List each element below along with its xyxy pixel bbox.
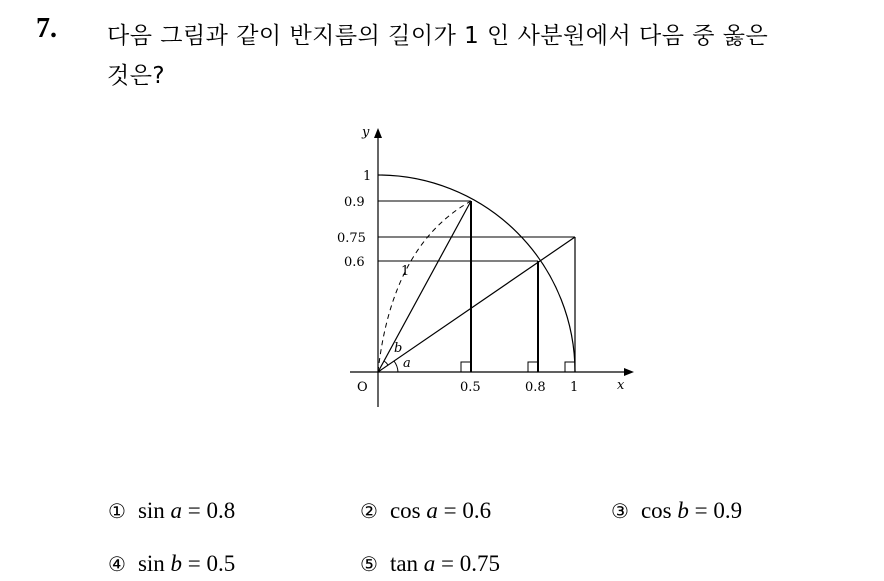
- choice-5-mark: ⑤: [360, 552, 378, 576]
- choice-3-mark: ③: [611, 499, 629, 523]
- choice-5-func: tan: [389, 551, 419, 576]
- choice-2[interactable]: [360, 498, 491, 524]
- choice-3-rhs: = 0.9: [694, 498, 743, 523]
- quarter-circle-figure: [320, 115, 640, 415]
- y-axis-arrow: [374, 128, 382, 138]
- choice-5-var: a: [423, 551, 436, 576]
- choice-1[interactable]: [108, 498, 235, 524]
- right-angle-mark-1: [565, 362, 575, 372]
- choice-4[interactable]: [108, 551, 235, 577]
- angle-label-a: a: [403, 356, 411, 371]
- choice-5-rhs: = 0.75: [441, 551, 501, 576]
- choice-3-func: cos: [640, 498, 672, 523]
- choice-2-var: a: [426, 498, 438, 523]
- x-tick-1: 1: [570, 380, 579, 395]
- choice-2-func: cos: [389, 498, 421, 523]
- x-axis-label: x: [617, 378, 625, 393]
- right-angle-mark-0.5: [461, 362, 471, 372]
- origin-label: O: [357, 380, 368, 395]
- radius-label: 1: [401, 264, 410, 279]
- question-text-line-1: 다음 그림과 같이 반지름의 길이가 1 인 사분원에서 다음 중 옳은: [107, 23, 769, 49]
- y-tick-1: 1: [363, 169, 372, 184]
- choice-5[interactable]: [360, 551, 500, 577]
- choice-1-var: a: [170, 498, 183, 523]
- angle-label-b: b: [394, 341, 403, 356]
- x-tick-0.5: 0.5: [460, 380, 481, 395]
- angle-arc-b: [384, 361, 388, 365]
- y-axis-label: y: [362, 125, 370, 140]
- y-tick-0.75: 0.75: [337, 231, 366, 246]
- choice-3-var: b: [677, 498, 689, 523]
- y-tick-0.9: 0.9: [344, 195, 365, 210]
- right-angle-mark-0.8: [528, 362, 538, 372]
- ray-to-point-0.5-0.9: [378, 201, 471, 372]
- choice-3[interactable]: [611, 498, 742, 524]
- question-text-line-2: 것은?: [107, 63, 166, 89]
- question-text: [107, 16, 867, 96]
- x-tick-0.8: 0.8: [525, 380, 546, 395]
- choice-4-var: b: [170, 551, 183, 576]
- choice-4-mark: ④: [108, 552, 126, 576]
- choice-1-rhs: = 0.8: [187, 498, 236, 523]
- choice-2-rhs: = 0.6: [443, 498, 492, 523]
- choice-1-mark: ①: [108, 499, 126, 523]
- ray-to-point-1-0.75: [378, 237, 575, 372]
- y-tick-0.6: 0.6: [344, 255, 365, 270]
- choice-2-mark: ②: [360, 499, 378, 523]
- question-number: 7.: [36, 13, 57, 44]
- x-axis-arrow: [624, 368, 634, 376]
- angle-arc-a: [394, 361, 398, 372]
- choice-1-func: sin: [137, 498, 165, 523]
- choice-4-rhs: = 0.5: [187, 551, 236, 576]
- choice-4-func: sin: [137, 551, 165, 576]
